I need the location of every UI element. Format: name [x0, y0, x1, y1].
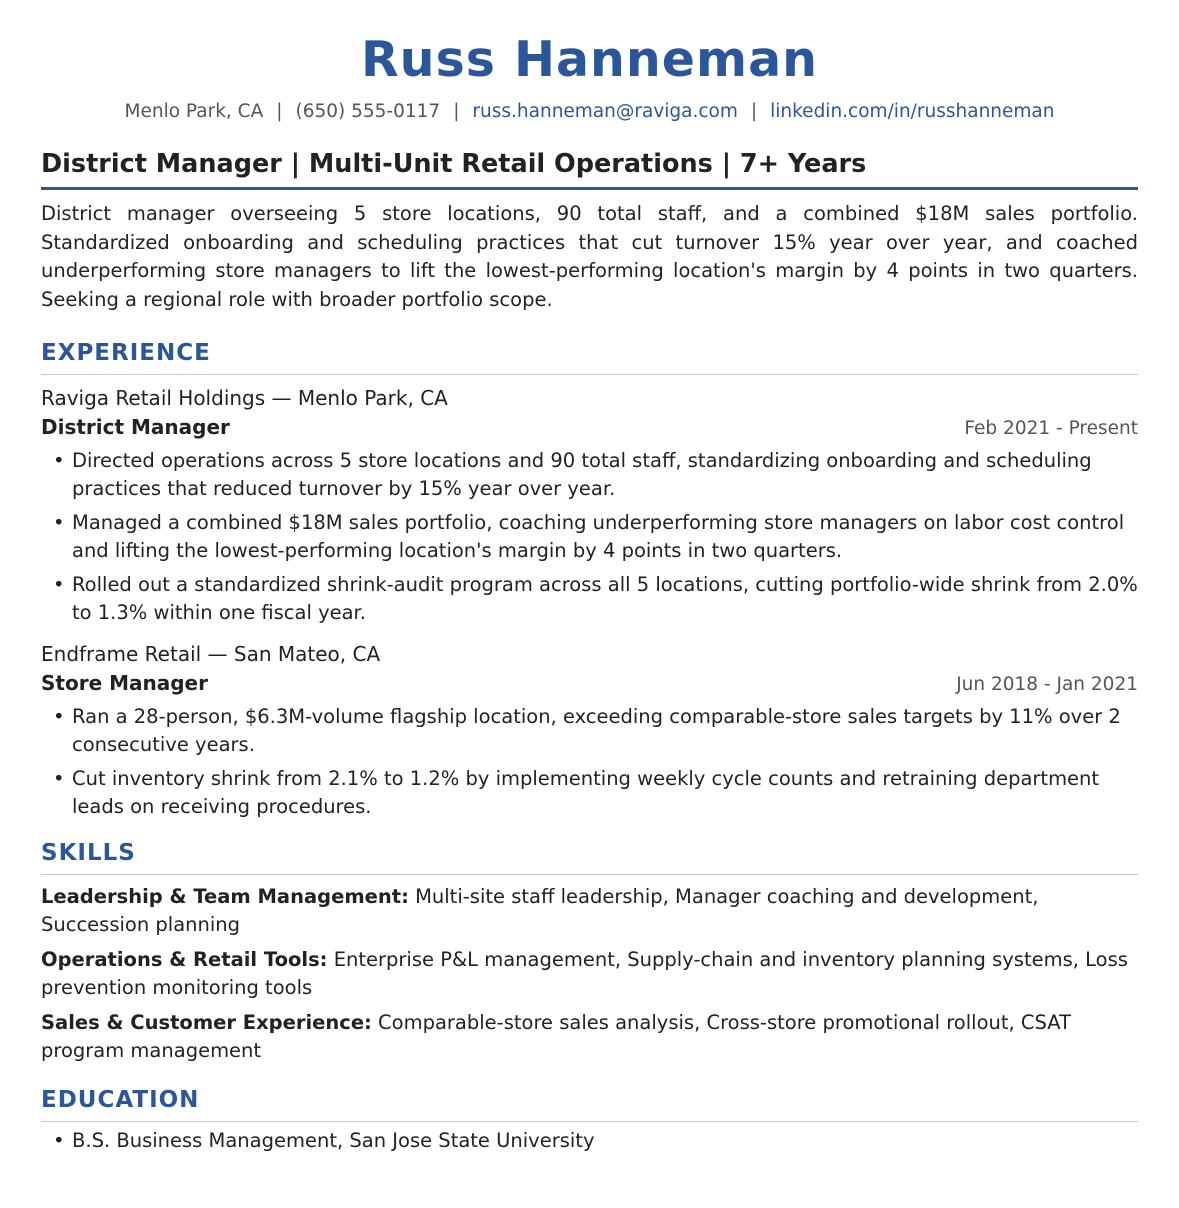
- bullet-text: Cut inventory shrink from 2.1% to 1.2% by implementing weekly cycle counts and retraining department leads on receiving procedures.: [72, 766, 1100, 818]
- list-item: [41, 703, 1138, 759]
- skill-group-items: Enterprise P&L management, Supply-chain and inventory planning systems, Loss prevention monitoring tools: [41, 947, 1128, 1000]
- job-entry: [41, 385, 1138, 627]
- skills-list: [41, 883, 1138, 1066]
- section-title-skills: SKILLS: [41, 839, 1138, 875]
- skill-group-label: Operations & Retail Tools:: [41, 947, 328, 971]
- skill-group: [41, 946, 1138, 1003]
- job-bullet-list: [41, 703, 1138, 821]
- bullet-glyph: •: [53, 766, 65, 790]
- bullet-glyph: •: [53, 572, 65, 596]
- list-item: [41, 509, 1138, 565]
- contact-separator: |: [276, 101, 283, 122]
- contact-separator: |: [750, 101, 758, 122]
- job-role: District Manager: [41, 414, 230, 439]
- contact-separator: |: [453, 101, 460, 122]
- bullet-text: Directed operations across 5 store locations and 90 total staff, standardizing onboarding and scheduling practices that reduced turnover by 15% year over year.: [72, 448, 1092, 500]
- bullet-text: Rolled out a standardized shrink-audit program across all 5 locations, cutting portfolio-wide shrink from 2.0% to 1.3% within one fiscal year.: [72, 572, 1138, 624]
- summary-paragraph: District manager overseeing 5 store locations, 90 total staff, and a combined $18M sales portfolio. Standardized onboarding and scheduling practices that cut turnover 15% year over year, and coached underperforming store managers to lift the lowest-performing location's margin by 4 points in two quarters. Seeking a regional role with broader portfolio scope.: [41, 202, 1138, 312]
- job-dates: Feb 2021 - Present: [964, 417, 1138, 439]
- skill-group: [41, 1009, 1138, 1066]
- bullet-glyph: •: [53, 510, 65, 534]
- bullet-glyph: •: [53, 1128, 65, 1152]
- skill-group-label: Sales & Customer Experience:: [41, 1010, 372, 1034]
- contact-location: Menlo Park, CA: [124, 101, 264, 122]
- skill-group-items: Comparable-store sales analysis, Cross-store promotional rollout, CSAT program management: [41, 1010, 1071, 1063]
- contact-line: [41, 101, 1138, 123]
- skill-group-label: Leadership & Team Management:: [41, 884, 409, 908]
- education-item: B.S. Business Management, San Jose State University: [72, 1128, 595, 1152]
- section-title-experience: EXPERIENCE: [41, 339, 1138, 375]
- bullet-glyph: •: [53, 448, 65, 472]
- resume-headline: District Manager | Multi-Unit Retail Operations | 7+ Years: [41, 149, 1138, 190]
- list-item: [41, 447, 1138, 503]
- bullet-text: Ran a 28-person, $6.3M-volume flagship location, exceeding comparable-store sales targets by 11% over 2 consecutive years.: [72, 704, 1121, 756]
- contact-email-link[interactable]: russ.hanneman@raviga.com: [472, 101, 738, 122]
- job-company: Raviga Retail Holdings — Menlo Park, CA: [41, 385, 448, 410]
- list-item: [41, 571, 1138, 627]
- skill-group-items: Multi-site staff leadership, Manager coaching and development, Succession planning: [41, 884, 1039, 937]
- list-item: [41, 1127, 1138, 1155]
- job-dates: Jun 2018 - Jan 2021: [956, 673, 1138, 695]
- section-title-education: EDUCATION: [41, 1086, 1138, 1122]
- contact-phone: (650) 555-0117: [295, 101, 441, 122]
- job-entry: [41, 641, 1138, 821]
- resume-page: [41, 0, 1138, 1161]
- education-list: [41, 1127, 1138, 1155]
- contact-linkedin-link[interactable]: linkedin.com/in/russhanneman: [770, 101, 1055, 122]
- resume-name: Russ Hanneman: [360, 31, 819, 88]
- job-bullet-list: [41, 447, 1138, 627]
- job-role-row: [41, 670, 1138, 698]
- job-company: Endframe Retail — San Mateo, CA: [41, 641, 381, 666]
- job-role-row: [41, 414, 1138, 442]
- bullet-text: Managed a combined $18M sales portfolio, coaching underperforming store managers on labor cost control and lifting the lowest-performing location's margin by 4 points in two quarters.: [72, 510, 1125, 562]
- skill-group: [41, 883, 1138, 940]
- list-item: [41, 765, 1138, 821]
- bullet-glyph: •: [53, 704, 65, 728]
- job-role: Store Manager: [41, 670, 208, 695]
